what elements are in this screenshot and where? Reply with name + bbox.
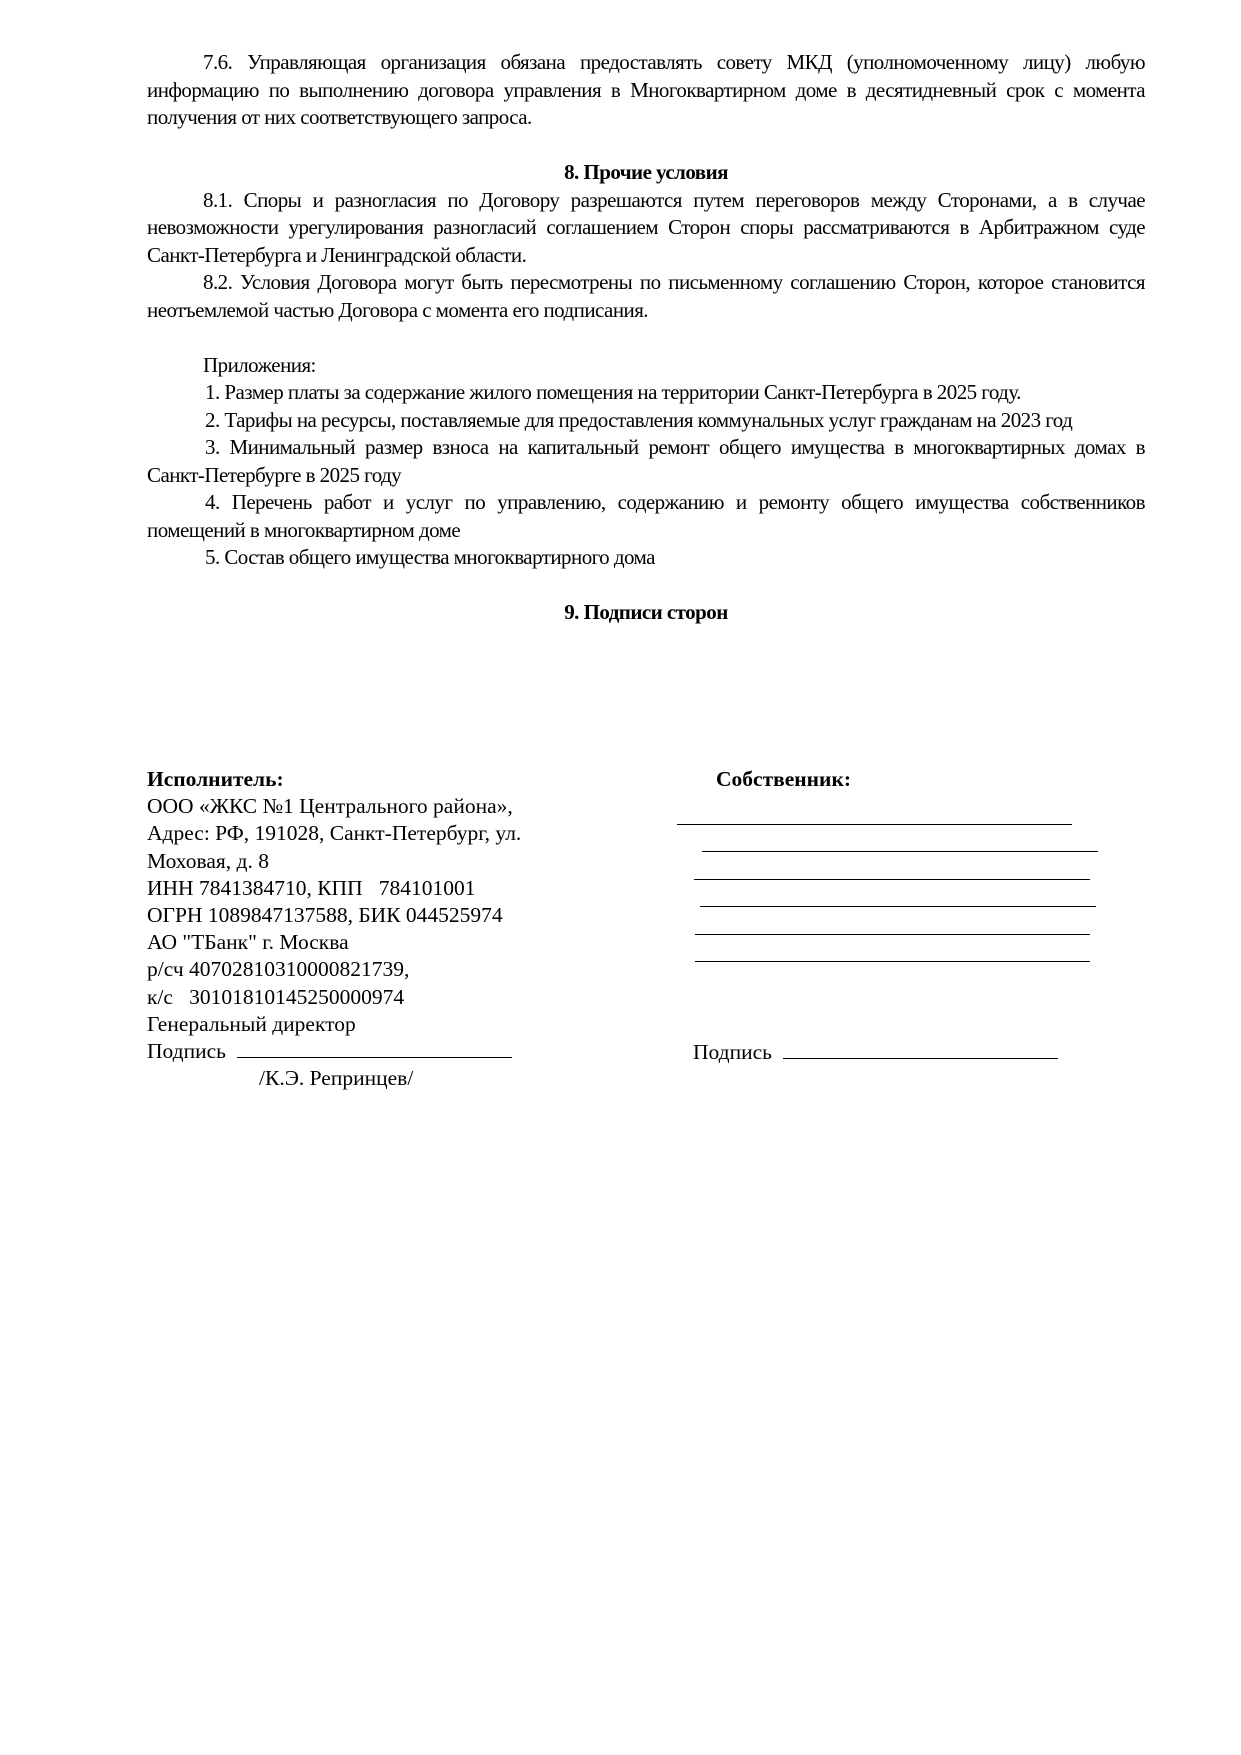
section-8-heading: 8. Прочие условия xyxy=(564,160,728,184)
executor-line: Генеральный директор xyxy=(147,1011,356,1036)
executor-block xyxy=(147,766,607,1092)
executor-signatory: /К.Э. Репринцев/ xyxy=(259,1066,414,1091)
clause-7-6: 7.6. Управляющая организация обязана предоставлять совету МКД (уполномоченному лицу) любую информацию по выполнению договора управления в Многоквартирном доме в десятидневный срок с момента получения от них соответствующего запроса. xyxy=(147,50,1145,129)
executor-line: ООО «ЖКС №1 Центрального района», xyxy=(147,794,513,819)
clause-8-1: 8.1. Споры и разногласия по Договору разрешаются путем переговоров между Сторонами, а в случае невозможности урегулирования разногласий соглашением Сторон споры рассматриваются в Арбитражном суде Санкт-Петербурга и Ленинградской области. xyxy=(147,187,1145,267)
spacer xyxy=(147,324,1145,352)
owner-signature-row xyxy=(693,1039,1058,1066)
executor-title: Исполнитель: xyxy=(147,767,284,791)
executor-line: Адрес: РФ, 191028, Санкт-Петербург, ул. xyxy=(147,821,522,846)
executor-line: ОГРН 1089847137588, БИК 044525974 xyxy=(147,903,503,928)
appendix-item-4: 4. Перечень работ и услуг по управлению, содержанию и ремонту общего имущества собственников помещений в многоквартирном доме xyxy=(147,490,1145,542)
owner-sign-label: Подпись xyxy=(693,1040,772,1064)
executor-signature-field[interactable] xyxy=(237,1039,512,1058)
spacer xyxy=(147,132,1145,160)
executor-line: Моховая, д. 8 xyxy=(147,848,269,873)
appendix-item-2: 2. Тарифы на ресурсы, поставляемые для предоставления коммунальных услуг гражданам на 2023 год xyxy=(205,407,1073,432)
owner-signature-field[interactable] xyxy=(783,1040,1058,1059)
executor-signature-row xyxy=(147,1038,607,1065)
contract-body xyxy=(147,49,1145,627)
executor-sign-label: Подпись xyxy=(147,1039,226,1064)
owner-blank-field-6[interactable] xyxy=(695,961,1090,962)
section-9-heading: 9. Подписи сторон xyxy=(564,600,728,624)
spacer xyxy=(147,572,1145,600)
owner-blank-field-3[interactable] xyxy=(694,879,1090,880)
owner-blank-field-5[interactable] xyxy=(695,934,1090,935)
executor-line: к/с 30101810145250000974 xyxy=(147,984,405,1009)
clause-8-2: 8.2. Условия Договора могут быть пересмотрены по письменному соглашению Сторон, которое становится неотъемлемой частью Договора с момента его подписания. xyxy=(147,270,1145,322)
executor-line: АО "ТБанк" г. Москва xyxy=(147,930,349,955)
owner-blank-field-4[interactable] xyxy=(700,906,1096,907)
executor-line: ИНН 7841384710, КПП 784101001 xyxy=(147,875,476,900)
owner-blank-field-1[interactable] xyxy=(677,824,1072,825)
owner-blank-field-2[interactable] xyxy=(702,851,1098,852)
appendix-item-1: 1. Размер платы за содержание жилого помещения на территории Санкт-Петербурга в 2025 году. xyxy=(205,380,1021,404)
appendix-item-5: 5. Состав общего имущества многоквартирного дома xyxy=(205,545,655,569)
executor-line: р/сч 40702810310000821739, xyxy=(147,957,410,982)
appendices-label: Приложения: xyxy=(203,352,316,377)
owner-title: Собственник: xyxy=(716,767,851,791)
appendix-item-3: 3. Минимальный размер взноса на капитальный ремонт общего имущества в многоквартирных домах в Санкт-Петербурге в 2025 году xyxy=(147,435,1145,487)
